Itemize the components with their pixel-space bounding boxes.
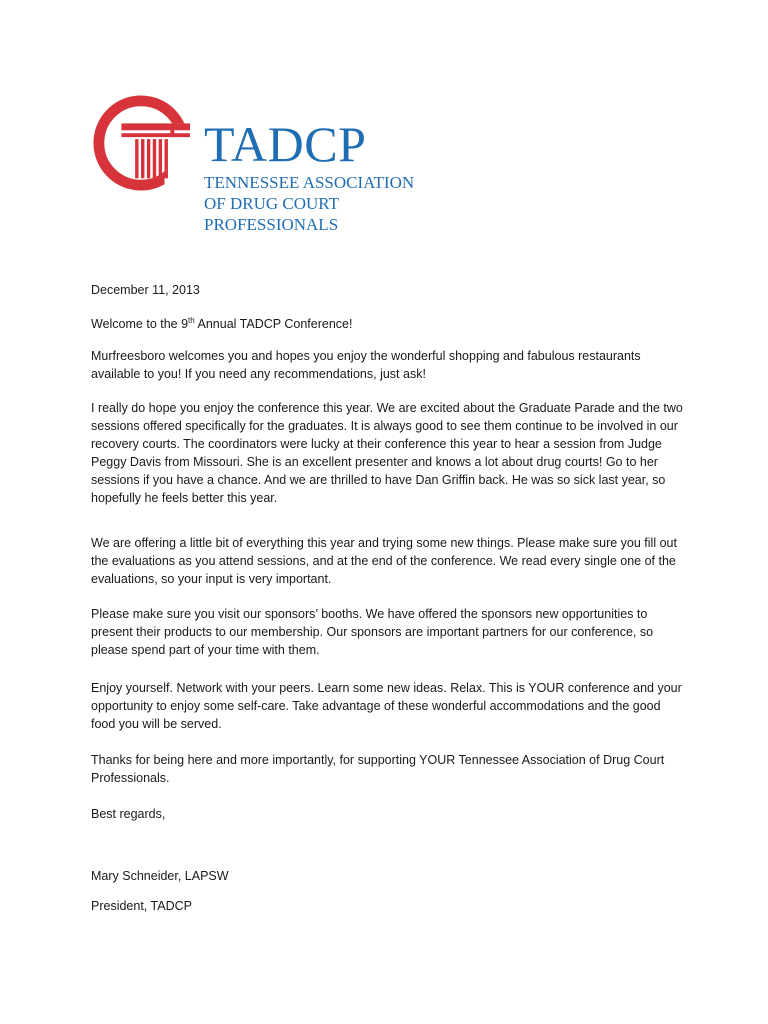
- body-paragraph: Please make sure you visit our sponsors’ booths. We have offered the sponsors new opportunities to present their products to our membership. Our sponsors are important partners for our conference, so please spend part of your time with them.: [91, 607, 654, 657]
- org-full-name: [204, 172, 414, 235]
- body-paragraph: Enjoy yourself. Network with your peers. Learn some new ideas. Relax. This is YOUR conference and your opportunity to enjoy some self-care. Take advantage of these wonderful accommodations and the good food you will be served.: [91, 681, 682, 731]
- org-name-line: OF DRUG COURT: [204, 194, 339, 213]
- signer-title: President, TADCP: [91, 899, 192, 913]
- body-paragraph: We are offering a little bit of everything this year and trying some new things. Please make sure you fill out the evaluations as you attend sessions, and at the end of the conference. We read every single one of the evaluations, so your input is very important.: [91, 536, 677, 586]
- welcome-text-start: Welcome to the 9: [91, 317, 189, 331]
- letter-closing: Best regards,: [91, 807, 166, 821]
- org-acronym: TADCP: [204, 116, 367, 172]
- welcome-text-end: Annual TADCP Conference!: [194, 317, 353, 331]
- signer-name: Mary Schneider, LAPSW: [91, 869, 229, 883]
- tadcp-pillar-logo: [92, 94, 190, 192]
- body-paragraph: Murfreesboro welcomes you and hopes you enjoy the wonderful shopping and fabulous restaurants available to you! If you need any recommendations, just ask!: [91, 349, 641, 381]
- ordinal-suffix: th: [188, 315, 195, 325]
- body-paragraph: Thanks for being here and more importantly, for supporting YOUR Tennessee Association of Drug Court Professionals.: [91, 753, 665, 785]
- letter-date: December 11, 2013: [91, 283, 200, 297]
- org-name-line: PROFESSIONALS: [204, 215, 339, 234]
- welcome-line: [91, 315, 352, 333]
- body-paragraph: I really do hope you enjoy the conference this year. We are excited about the Graduate Parade and the two sessions offered specifically for the graduates. It is always good to see them continue to be involved in our recovery courts. The coordinators were lucky at their conference this year to hear a session from Judge Peggy Davis from Missouri. She is an excellent presenter and knows a lot about drug courts! Go to her sessions if you have a chance. And we are thrilled to have Dan Griffin back. He was so sick last year, so hopefully he feels better this year.: [91, 401, 683, 505]
- org-name-line: TENNESSEE ASSOCIATION: [204, 173, 415, 192]
